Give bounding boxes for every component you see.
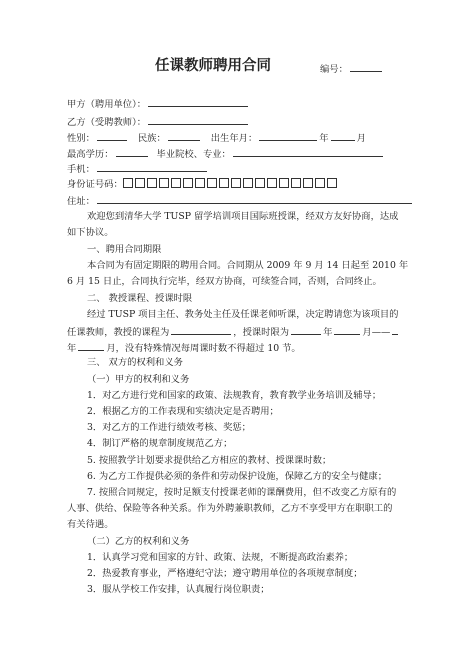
course-label: 任课教师，教授的课程为 [67,327,170,338]
intro-line-2: 如下协议。 [67,227,114,238]
id-row [67,178,339,191]
a-item-7-cont-2: 有关待遇。 [67,519,114,530]
subsection-b-heading: （二）乙方的权利和义务 [87,536,190,547]
ethnicity-field[interactable] [168,131,200,141]
id-digit-box[interactable] [255,178,265,188]
id-label: 身份证号码： [67,179,123,190]
document-title: 任课教师聘用合同 [155,58,271,74]
birth-label: 出生年月： [210,133,258,144]
period-label: ，授课时限为 [233,327,290,338]
id-digit-box[interactable] [291,178,301,188]
start-month-field[interactable] [334,325,360,335]
party-a-label: 甲方（聘用单位）： [67,99,147,110]
education-label: 最高学历： [67,149,114,160]
a-item-6: 6. 为乙方工作提供必须的条件和劳动保护设施，保障乙方的安全与健康； [87,471,388,482]
gender-field[interactable] [97,131,127,141]
start-month-unit: 月—— [362,327,391,338]
b-item-1: 1．认真学习党和国家的方针、政策、法规，不断提高政治素养； [87,552,354,563]
start-year-field[interactable] [291,325,321,335]
education-row [67,147,385,161]
id-digit-box[interactable] [183,178,193,188]
contract-number [320,62,384,76]
party-b-row [67,115,250,129]
phone-row [67,162,209,176]
course-field[interactable] [171,325,231,335]
b-item-2: 2．热爱教育事业，严格遵纪守法；遵守聘用单位的各项规章制度； [87,568,363,579]
section-2-line-3 [67,341,301,355]
subsection-a-heading: （一）甲方的权利和义务 [87,374,190,385]
personal-info-row [67,131,366,145]
id-digit-box[interactable] [315,178,325,188]
birth-month-field[interactable] [331,131,355,141]
id-digit-box[interactable] [243,178,253,188]
a-item-1: 1．对乙方进行党和国家的政策、法规教育，教育教学业务培训及辅导； [87,390,382,401]
ethnicity-label: 民族： [137,133,166,144]
section-3-heading: 三、 双方的权利和义务 [87,357,183,368]
a-item-4: 4．制订严格的规章制度规范乙方； [87,438,233,449]
a-item-2: 2．根据乙方的工作表现和实绩决定是否聘用； [87,406,279,417]
end-year-unit: 年 [67,343,77,354]
contract-number-label: 编号： [320,64,348,75]
id-digit-box[interactable] [171,178,181,188]
start-year-unit: 年 [323,327,333,338]
month-label: 月 [356,133,366,144]
contract-number-field[interactable] [350,62,382,72]
end-month-field[interactable] [78,341,104,351]
education-field[interactable] [116,147,148,157]
phone-label: 手机： [67,164,95,175]
id-digit-box[interactable] [303,178,313,188]
b-item-3: 3．服从学校工作安排，认真履行岗位职责； [87,584,270,595]
id-digit-box[interactable] [231,178,241,188]
id-digit-box[interactable] [267,178,277,188]
id-digit-box[interactable] [147,178,157,188]
id-digit-box[interactable] [123,178,133,188]
id-digit-box[interactable] [327,178,337,188]
a-item-3: 3．对乙方的工作进行绩效考核、奖惩； [87,422,251,433]
party-b-label: 乙方（受聘教师）： [67,117,147,128]
a-item-5: 5. 按照教学计划要求提供给乙方相应的教材、授课课时数； [87,455,332,466]
id-digit-box[interactable] [219,178,229,188]
id-digit-box[interactable] [159,178,169,188]
section-2-heading: 二、 教授课程、授课时限 [87,293,193,304]
section-1-heading: 一、聘用合同期限 [87,244,162,255]
a-item-7-cont-1: 人事、供给、保险等各种关系。作为外聘兼职教师，乙方不享受甲方在职职工的 [67,503,393,514]
address-row [67,194,414,208]
school-major-field[interactable] [233,147,383,157]
school-major-label: 毕业院校、专业： [156,149,231,160]
party-a-row [67,97,250,111]
birth-year-field[interactable] [259,131,317,141]
section-1-line-1: 本合同为有固定期限的聘用合同。合同期从 2009 年 9 月 14 日起至 2010 年 [87,260,409,271]
end-month-text: 月，没有特殊情况每周课时数不得超过 10 节。 [106,343,301,354]
phone-field[interactable] [97,162,207,172]
id-number-boxes[interactable] [123,179,339,190]
year-label: 年 [319,133,329,144]
gender-label: 性别： [67,133,95,144]
section-1-line-2: 6 月 15 日止，合同执行完毕，经双方协商，可续签合同，否则，合同终止。 [67,276,382,287]
party-a-field[interactable] [148,97,248,107]
id-digit-box[interactable] [207,178,217,188]
intro-line-1: 欢迎您到清华大学 TUSP 留学培训项目国际班授课，经双方友好协商，达成 [87,211,399,222]
party-b-field[interactable] [148,115,248,125]
a-item-7: 7. 按照合同规定，按时足额支付授课老师的课酬费用，但不改变乙方原有的 [87,487,397,498]
id-digit-box[interactable] [279,178,289,188]
line-end-field[interactable] [392,325,398,335]
address-label: 住址： [67,196,95,207]
id-digit-box[interactable] [135,178,145,188]
section-2-line-1: 经过 TUSP 项目主任、教务处主任及任课老师听课，决定聘请您为该项目的 [87,309,399,320]
section-2-line-2 [67,325,400,339]
id-digit-box[interactable] [195,178,205,188]
address-field[interactable] [97,194,412,204]
